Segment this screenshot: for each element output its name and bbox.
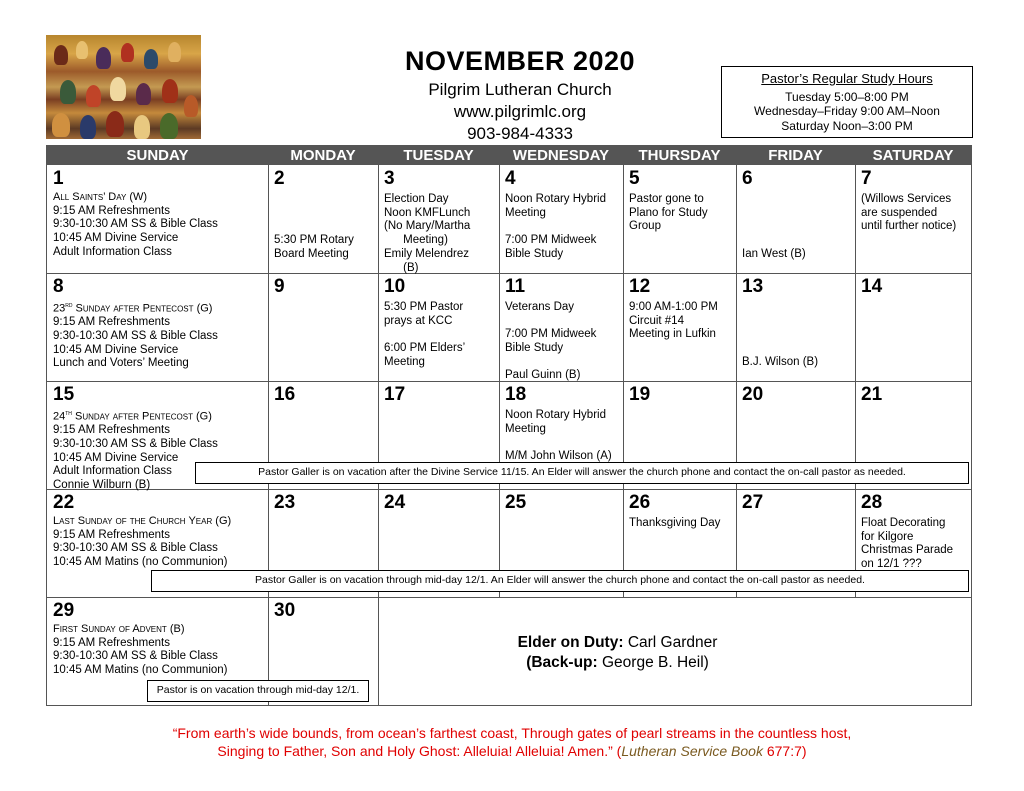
event-line: 10:45 AM Divine Service [53, 343, 179, 356]
calendar-day-24 [378, 493, 499, 517]
quote-ref: 677:7) [762, 743, 807, 759]
event-line: Bible Study [505, 342, 564, 355]
event-line: 10:45 AM Matins (no Communion) [53, 556, 228, 569]
row-divider [47, 273, 971, 274]
event-line: (B) [384, 261, 419, 274]
day-number: 9 [274, 276, 285, 297]
calendar-day-26 [623, 493, 736, 531]
day-number: 29 [53, 600, 75, 621]
event-line: Emily Melendrez [384, 247, 469, 260]
liturgical-day: First Sunday of Advent (B) [53, 623, 185, 635]
quote-line-1: “From earth’s wide bounds, from ocean’s farthest coast, Through gates of pearl streams in the countless host, [172, 725, 852, 741]
header-monday: MONDAY [268, 146, 378, 165]
calendar-day-10 [378, 277, 499, 370]
event-line: 9:15 AM Refreshments [53, 636, 170, 649]
liturgical-day: 23rd Sunday after Pentecost (G) [53, 302, 213, 315]
event-line: Noon KMFLunch [384, 206, 471, 219]
event-line [505, 356, 623, 370]
day-number: 27 [742, 492, 764, 513]
event-line: 10:45 AM Divine Service [53, 451, 179, 464]
elder-label: Elder on Duty: [517, 634, 624, 651]
day-number: 30 [274, 600, 296, 621]
church-phone: 903-984-4333 [467, 124, 573, 143]
day-number: 1 [53, 168, 64, 189]
header-thursday: THURSDAY [623, 146, 736, 165]
event-line: prays at KCC [384, 314, 453, 327]
event-line: (Willows Services [861, 193, 952, 205]
day-number: 22 [53, 492, 75, 513]
calendar-day-21 [855, 385, 971, 409]
event-line: Thanksgiving Day [629, 517, 721, 529]
day-number: 26 [629, 492, 651, 513]
event-line: are suspended [861, 206, 938, 219]
event-line: Ian West (B) [742, 247, 806, 260]
day-number: 5 [629, 168, 640, 189]
event-line: on 12/1 ??? [861, 558, 922, 571]
study-hours-box [721, 66, 973, 138]
event-line: 5:30 PM Pastor [384, 301, 464, 313]
day-number: 16 [274, 384, 296, 405]
event-line: 5:30 PM Rotary [274, 234, 354, 247]
calendar-day-11 [499, 277, 623, 383]
day-number: 21 [861, 384, 883, 405]
day-number: 14 [861, 276, 883, 297]
calendar-day-6 [736, 169, 855, 262]
event-line: Election Day [384, 193, 449, 205]
event-line: Meeting) [384, 234, 448, 247]
event-line: 9:00 AM-1:00 PM [629, 301, 718, 313]
study-hours-line: Tuesday 5:00–8:00 PM [785, 89, 909, 104]
calendar-day-29 [47, 601, 268, 678]
calendar-day-13 [736, 277, 855, 370]
study-hours-heading: Pastor’s Regular Study Hours [761, 71, 933, 86]
calendar-grid [46, 145, 972, 706]
event-line: 9:15 AM Refreshments [53, 528, 170, 541]
event-line: 10:45 AM Matins (no Communion) [53, 664, 228, 677]
calendar-day-1 [47, 169, 268, 260]
event-line [505, 436, 623, 450]
day-number: 3 [384, 168, 395, 189]
backup-name: George B. Heil) [601, 654, 709, 671]
event-line: 7:00 PM Midweek [505, 328, 597, 341]
event-line: 7:00 PM Midweek [505, 234, 597, 247]
study-hours-line: Wednesday–Friday 9:00 AM–Noon [754, 104, 940, 118]
calendar-day-30 [268, 601, 378, 625]
day-number: 25 [505, 492, 527, 513]
calendar-day-7 [855, 169, 971, 234]
day-number: 6 [742, 168, 753, 189]
event-line: Christmas Parade [861, 544, 954, 557]
event-line: 9:30-10:30 AM SS & Bible Class [53, 650, 218, 663]
header-tuesday: TUESDAY [378, 146, 499, 165]
event-line: Group [629, 220, 661, 233]
event-line: M/M John Wilson (A) [505, 450, 612, 463]
day-number: 24 [384, 492, 406, 513]
calendar-day-22 [47, 493, 268, 570]
vacation-note: Pastor Galler is on vacation through mid-day 12/1. An Elder will answer the church phone and contact the on-call pastor as needed. [151, 570, 969, 592]
calendar-day-23 [268, 493, 378, 517]
liturgical-day: All Saints’ Day (W) [53, 191, 148, 203]
calendar-day-8 [47, 277, 268, 371]
day-number: 7 [861, 168, 872, 189]
row-divider [47, 597, 971, 598]
calendar-day-19 [623, 385, 736, 409]
hymn-quote [60, 724, 964, 760]
day-number: 15 [53, 384, 75, 405]
quote-book: Lutheran Service Book [621, 743, 763, 759]
event-line: Bible Study [505, 247, 564, 260]
calendar-day-20 [736, 385, 855, 409]
event-line: Adult Information Class [53, 465, 172, 478]
header-saturday: SATURDAY [855, 146, 971, 165]
calendar-day-2 [268, 169, 378, 262]
calendar-day-3 [378, 169, 499, 275]
liturgical-day: 24th Sunday after Pentecost (G) [53, 410, 212, 423]
event-line: 9:15 AM Refreshments [53, 316, 170, 329]
event-line: 9:30-10:30 AM SS & Bible Class [53, 542, 218, 555]
day-number: 20 [742, 384, 764, 405]
event-line: Meeting [505, 422, 546, 435]
vacation-note: Pastor is on vacation through mid-day 12/1. [147, 680, 369, 702]
event-line: 10:45 AM Divine Service [53, 232, 179, 245]
event-line: (No Mary/Martha [384, 220, 471, 233]
event-line: Plano for Study [629, 206, 708, 219]
event-line: Pastor gone to [629, 193, 704, 205]
event-line: Circuit #14 [629, 314, 684, 327]
page-title: NOVEMBER 2020 [404, 46, 636, 76]
event-line: 9:30-10:30 AM SS & Bible Class [53, 438, 218, 451]
event-line: Float Decorating [861, 517, 946, 529]
event-line: for Kilgore [861, 530, 914, 543]
day-number: 19 [629, 384, 651, 405]
event-line: Meeting [505, 206, 546, 219]
calendar-day-25 [499, 493, 623, 517]
event-line [384, 328, 499, 342]
calendar-day-17 [378, 385, 499, 409]
event-line: Paul Guinn (B) [505, 369, 581, 382]
event-line: Noon Rotary Hybrid [505, 193, 606, 205]
event-line: until further notice) [861, 220, 957, 233]
event-line [505, 220, 623, 234]
event-line: 9:30-10:30 AM SS & Bible Class [53, 330, 218, 343]
day-number: 28 [861, 492, 883, 513]
day-number: 18 [505, 384, 527, 405]
calendar-day-16 [268, 385, 378, 409]
elder-on-duty [380, 633, 855, 673]
event-line: Meeting in Lufkin [629, 328, 716, 341]
elder-name: Carl Gardner [627, 634, 718, 651]
backup-label: (Back-up: [526, 654, 598, 671]
calendar-day-5 [623, 169, 736, 234]
header-friday: FRIDAY [736, 146, 855, 165]
header-sunday: SUNDAY [47, 146, 268, 165]
event-line: B.J. Wilson (B) [742, 355, 819, 368]
calendar-day-27 [736, 493, 855, 517]
event-line: Meeting [384, 355, 425, 368]
vacation-note: Pastor Galler is on vacation after the Divine Service 11/15. An Elder will answer the church phone and contact the on-call pastor as needed. [195, 462, 969, 484]
calendar-day-18 [499, 385, 623, 464]
day-number: 12 [629, 276, 651, 297]
day-number: 23 [274, 492, 296, 513]
quote-line-2: Singing to Father, Son and Holy Ghost: Alleluia! Alleluia! Amen.” ( [217, 743, 622, 759]
event-line: Adult Information Class [53, 245, 172, 258]
calendar-day-9 [268, 277, 378, 301]
event-line: 9:15 AM Refreshments [53, 424, 170, 437]
all-saints-painting [46, 35, 201, 139]
calendar-day-12 [623, 277, 736, 342]
study-hours-line: Saturday Noon–3:00 PM [781, 118, 913, 133]
church-website: www.pilgrimlc.org [453, 102, 587, 121]
event-line: Noon Rotary Hybrid [505, 409, 606, 421]
event-line: Board Meeting [274, 247, 349, 260]
calendar-day-4 [499, 169, 623, 262]
event-line: 9:15 AM Refreshments [53, 204, 170, 217]
day-number: 13 [742, 276, 764, 297]
event-line: Lunch and Voters’ Meeting [53, 357, 189, 370]
day-number: 11 [505, 276, 526, 297]
church-name: Pilgrim Lutheran Church [428, 80, 612, 99]
day-number: 8 [53, 276, 64, 297]
calendar-day-28 [855, 493, 971, 572]
event-line: 9:30-10:30 AM SS & Bible Class [53, 218, 218, 231]
calendar-day-14 [855, 277, 971, 301]
event-line: 6:00 PM Elders’ [384, 342, 466, 355]
liturgical-day: Last Sunday of the Church Year (G) [53, 515, 232, 527]
event-line [505, 315, 623, 329]
header-wednesday: WEDNESDAY [499, 146, 623, 165]
day-number: 10 [384, 276, 406, 297]
event-line: Connie Wilburn (B) [53, 479, 151, 492]
day-number: 2 [274, 168, 285, 189]
event-line: Veterans Day [505, 301, 575, 313]
day-number: 17 [384, 384, 406, 405]
day-number: 4 [505, 168, 516, 189]
